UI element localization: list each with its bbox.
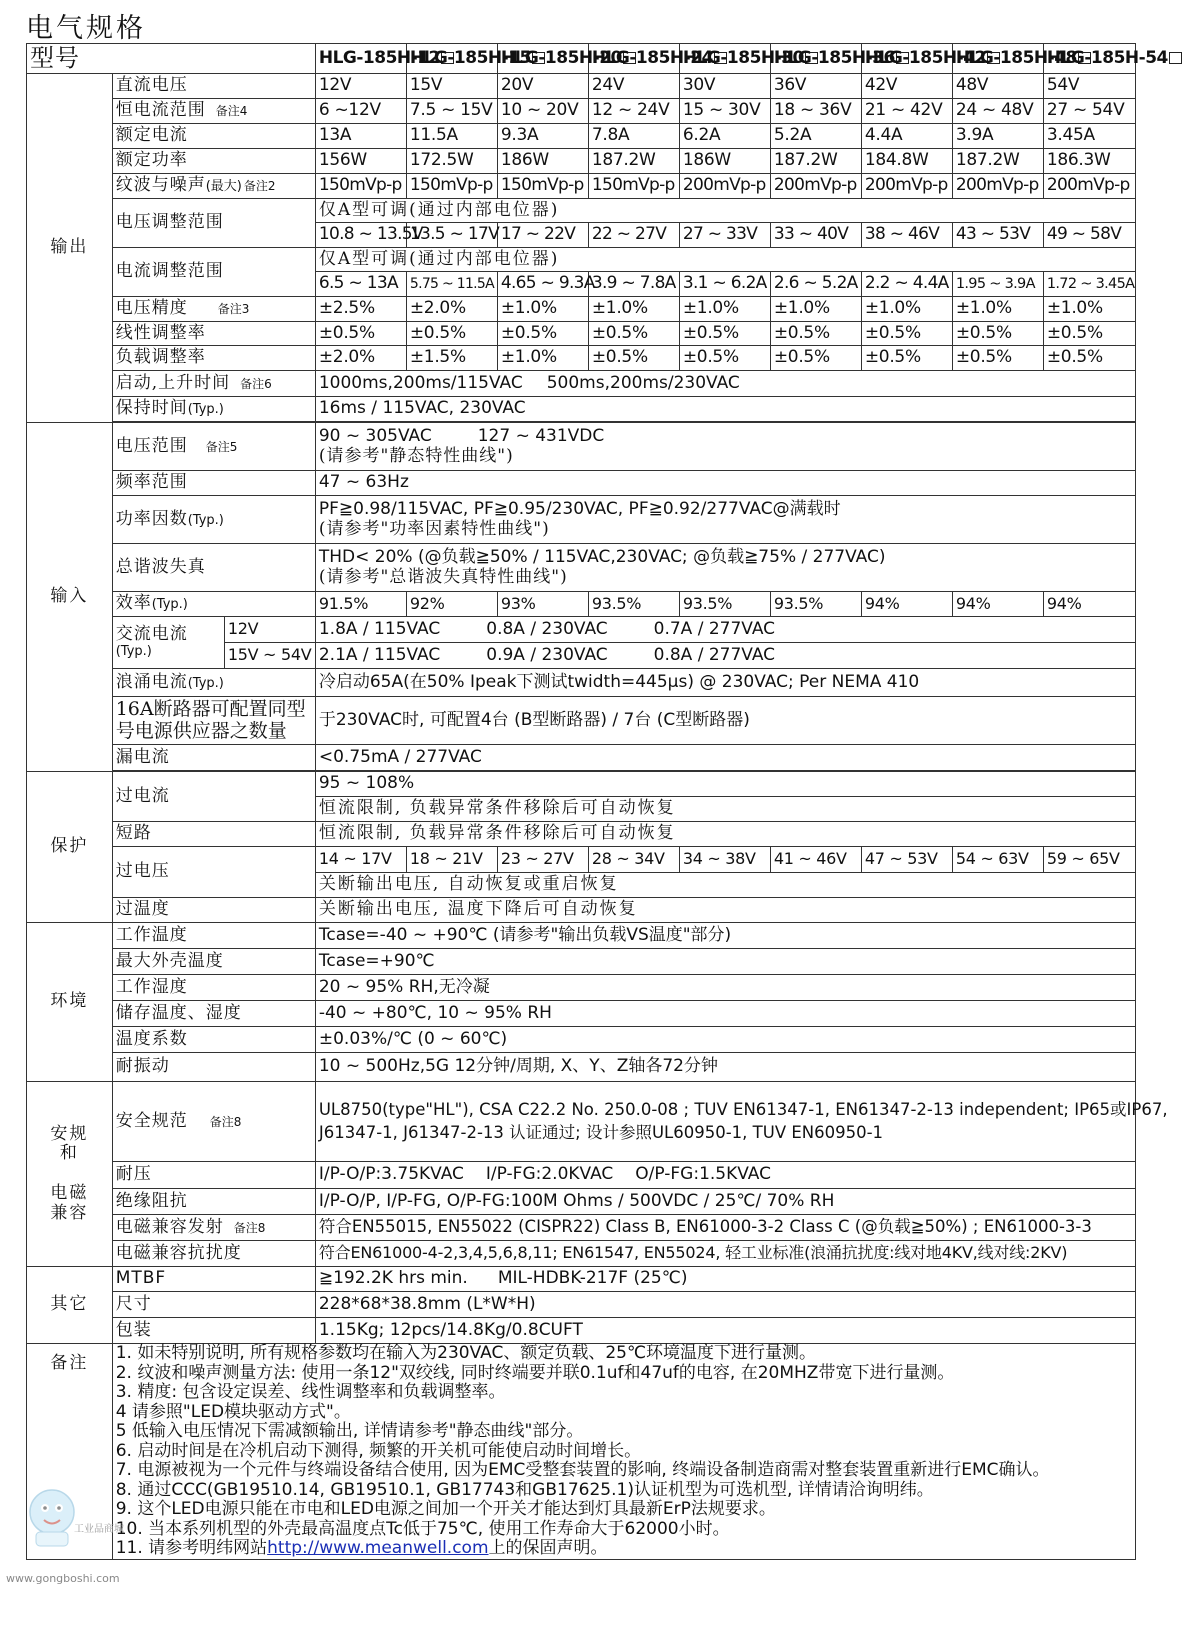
cell-value: 17 ~ 22V bbox=[497, 223, 588, 248]
row-packing bbox=[27, 1318, 1136, 1344]
cell-value: 20V bbox=[497, 74, 588, 99]
model-name: HLG-185H-30 bbox=[679, 44, 770, 74]
vibration-value: 10 ~ 500Hz,5G 12分钟/周期, X、Y、Z轴各72分钟 bbox=[315, 1053, 1135, 1082]
model-name: HLG-185H-12 bbox=[315, 44, 406, 74]
ac-current-model-15-54v: 15V ~ 54V bbox=[224, 643, 315, 669]
over-voltage-remark: 关断输出电压, 自动恢复或重启恢复 bbox=[315, 873, 1135, 898]
cell-value: 200mVp-p bbox=[770, 174, 861, 199]
cell-value: 24 ~ 48V bbox=[952, 99, 1043, 124]
label-overload: 过电流 bbox=[112, 772, 315, 822]
cell-value: 3.9A bbox=[952, 124, 1043, 149]
power-factor-value: PF≧0.98/115VAC, PF≧0.95/230VAC, PF≧0.92/277VAC@满载时 (请参考"功率因素特性曲线") bbox=[315, 496, 1135, 544]
cell-value: 2.6 ~ 5.2A bbox=[770, 272, 861, 297]
label-voltage-adj: 电压调整范围 bbox=[112, 199, 315, 248]
cell-value: 27 ~ 33V bbox=[679, 223, 770, 248]
model-name: HLG-185H-36 bbox=[770, 44, 861, 74]
watermark-logo-icon bbox=[14, 1472, 104, 1562]
note-item: 10. 当本系列机型的外壳最高温度点Tc低于75℃, 使用工作寿命大于62000小时。 bbox=[115, 1518, 730, 1539]
page-title: 电气规格 bbox=[26, 13, 146, 44]
model-row bbox=[27, 44, 1136, 74]
cell-value: 186W bbox=[497, 149, 588, 174]
watermark-url: www.gongboshi.com bbox=[6, 1572, 120, 1585]
cell-value: 172.5W bbox=[406, 149, 497, 174]
cell-value: 22 ~ 27V bbox=[588, 223, 679, 248]
cell-value: ±1.0% bbox=[497, 346, 588, 371]
cell-value: ±2.0% bbox=[315, 346, 406, 371]
cell-value: 187.2W bbox=[952, 149, 1043, 174]
cell-value: ±0.5% bbox=[679, 322, 770, 346]
label-power-factor: 功率因数(Typ.) bbox=[112, 496, 315, 544]
note-item: 7. 电源被视为一个元件与终端设备结合使用, 因为EMC受整套装置的影响, 终端设备制造商需对整套装置重新进行EMC确认。 bbox=[115, 1460, 1050, 1481]
working-humidity-value: 20 ~ 95% RH,无冷凝 bbox=[315, 975, 1135, 1001]
cell-value: ±0.5% bbox=[861, 322, 952, 346]
cell-value: 28 ~ 34V bbox=[588, 847, 679, 873]
cell-value: 200mVp-p bbox=[861, 174, 952, 199]
cell-value: 18 ~ 36V bbox=[770, 99, 861, 124]
cell-value: 27 ~ 54V bbox=[1043, 99, 1135, 124]
cell-value: 4.4A bbox=[861, 124, 952, 149]
storage-value: -40 ~ +80℃, 10 ~ 95% RH bbox=[315, 1001, 1135, 1027]
cell-value: 43 ~ 53V bbox=[952, 223, 1043, 248]
cell-value: 187.2W bbox=[770, 149, 861, 174]
row-mtbf bbox=[27, 1267, 1136, 1292]
overload-remark: 恒流限制, 负载异常条件移除后可自动恢复 bbox=[315, 797, 1135, 822]
label-packing: 包装 bbox=[112, 1318, 315, 1344]
cell-value: 200mVp-p bbox=[952, 174, 1043, 199]
cell-value: 14 ~ 17V bbox=[315, 847, 406, 873]
label-working-humidity: 工作湿度 bbox=[112, 975, 315, 1001]
safety-standards-value: UL8750(type"HL"), CSA C22.2 No. 250.0-08 ; TUV EN61347-1, EN61347-2-13 independent; IP65或IP67, J61347-1, J61347-2-13 认证通过; 设计参照UL60950-1, TUV EN60950-1 bbox=[315, 1082, 1135, 1162]
cell-value: 12 ~ 24V bbox=[588, 99, 679, 124]
cell-value: ±0.5% bbox=[1043, 322, 1135, 346]
ac-current-model-12v: 12V bbox=[224, 617, 315, 643]
model-name: HLG-185H-42 bbox=[861, 44, 952, 74]
overload-value: 95 ~ 108% bbox=[315, 772, 1135, 797]
label-vibration: 耐振动 bbox=[112, 1053, 315, 1082]
cell-value: 49 ~ 58V bbox=[1043, 223, 1135, 248]
label-line-reg: 线性调整率 bbox=[112, 322, 315, 346]
cell-value: 41 ~ 46V bbox=[770, 847, 861, 873]
setup-rise-value: 1000ms,200ms/115VAC 500ms,200ms/230VAC bbox=[315, 371, 1135, 397]
note-item: 8. 通过CCC(GB19510.14, GB19510.1, GB17743和GB17625.1)认证机型为可选机型, 详情请洽询明纬。 bbox=[115, 1479, 934, 1500]
cell-value: 48V bbox=[952, 74, 1043, 99]
label-rated-current: 额定电流 bbox=[112, 124, 315, 149]
category-input: 输入 bbox=[27, 423, 113, 772]
row-rated-current bbox=[27, 124, 1136, 149]
breaker-value: 于230VAC时, 可配置4台 (B型断路器) / 7台 (C型断路器) bbox=[315, 697, 1135, 745]
temp-coeff-value: ±0.03%/℃ (0 ~ 60℃) bbox=[315, 1027, 1135, 1053]
cell-value: 42V bbox=[861, 74, 952, 99]
label-storage: 储存温度、湿度 bbox=[112, 1001, 315, 1027]
row-over-voltage bbox=[27, 847, 1136, 873]
label-cc-range: 恒电流范围 备注4 bbox=[112, 99, 315, 124]
cell-value: 36V bbox=[770, 74, 861, 99]
ac-current-15-54v-value: 2.1A / 115VAC 0.9A / 230VAC 0.8A / 277VAC bbox=[315, 643, 1135, 669]
row-vibration bbox=[27, 1053, 1136, 1082]
cell-value: ±0.5% bbox=[952, 322, 1043, 346]
row-load-reg bbox=[27, 346, 1136, 371]
row-hold-up bbox=[27, 397, 1136, 422]
row-short bbox=[27, 822, 1136, 847]
label-load-reg: 负载调整率 bbox=[112, 346, 315, 371]
row-cc-range bbox=[27, 99, 1136, 124]
row-ac-current-12v bbox=[27, 617, 1136, 643]
label-isolation: 绝缘阻抗 bbox=[112, 1189, 315, 1215]
dimension-value: 228*68*38.8mm (L*W*H) bbox=[315, 1292, 1135, 1318]
cell-value: 150mVp-p bbox=[588, 174, 679, 199]
short-value: 恒流限制, 负载异常条件移除后可自动恢复 bbox=[315, 822, 1135, 847]
max-case-temp-value: Tcase=+90℃ bbox=[315, 949, 1135, 975]
category-output: 输出 bbox=[27, 74, 113, 423]
cell-value: 6 ~12V bbox=[315, 99, 406, 124]
emc-immunity-value: 符合EN61000-4-2,3,4,5,6,8,11; EN61547, EN55024, 轻工业标准(浪涌抗扰度:线对地4KV,线对线:2KV) bbox=[315, 1241, 1135, 1267]
cell-value: 34 ~ 38V bbox=[679, 847, 770, 873]
note-item: 3. 精度: 包含设定误差、线性调整率和负载调整率。 bbox=[115, 1382, 506, 1403]
cell-value: 150mVp-p bbox=[497, 174, 588, 199]
label-emc-immunity: 电磁兼容抗扰度 bbox=[112, 1241, 315, 1267]
row-efficiency bbox=[27, 592, 1136, 617]
label-short: 短路 bbox=[112, 822, 315, 847]
cell-value: 156W bbox=[315, 149, 406, 174]
cell-value: 91.5% bbox=[315, 592, 406, 617]
cell-value: 186W bbox=[679, 149, 770, 174]
row-notes bbox=[27, 1344, 1136, 1560]
cell-value: 15 ~ 30V bbox=[679, 99, 770, 124]
cell-value: ±0.5% bbox=[588, 322, 679, 346]
cell-value: ±0.5% bbox=[679, 346, 770, 371]
model-name: HLG-185H-54 bbox=[1043, 44, 1135, 74]
label-thd: 总谐波失真 bbox=[112, 544, 315, 592]
row-freq-range bbox=[27, 471, 1136, 496]
row-safety-standards bbox=[27, 1082, 1136, 1162]
cell-value: 2.2 ~ 4.4A bbox=[861, 272, 952, 297]
category-notes: 备注 bbox=[27, 1344, 113, 1560]
row-line-reg bbox=[27, 322, 1136, 346]
model-name: HLG-185H-15 bbox=[406, 44, 497, 74]
over-temp-value: 关断输出电压, 温度下降后可自动恢复 bbox=[315, 898, 1135, 923]
label-efficiency: 效率(Typ.) bbox=[112, 592, 315, 617]
cell-value: ±0.5% bbox=[861, 346, 952, 371]
label-over-voltage: 过电压 bbox=[112, 847, 315, 898]
label-leakage: 漏电流 bbox=[112, 745, 315, 771]
cell-value: 18 ~ 21V bbox=[406, 847, 497, 873]
cell-value: 93.5% bbox=[770, 592, 861, 617]
cell-value: 11.5A bbox=[406, 124, 497, 149]
cell-value: 93.5% bbox=[679, 592, 770, 617]
thd-value: THD< 20% (@负载≧50% / 115VAC,230VAC; @负载≧75% / 277VAC) (请参考"总谐波失真特性曲线") bbox=[315, 544, 1135, 592]
cell-value: 9.3A bbox=[497, 124, 588, 149]
cell-value: ±1.0% bbox=[952, 297, 1043, 322]
cell-value: 38 ~ 46V bbox=[861, 223, 952, 248]
note-item: 1. 如未特别说明, 所有规格参数均在输入为230VAC、额定负载、25℃环境温度下进行量测。 bbox=[115, 1343, 817, 1363]
voltage-adj-remark: 仅A型可调(通过内部电位器) bbox=[315, 199, 1135, 223]
cell-value: 1.95 ~ 3.9A bbox=[952, 272, 1043, 297]
cell-value: 3.45A bbox=[1043, 124, 1135, 149]
cell-value: ±1.5% bbox=[406, 346, 497, 371]
cell-value: ±0.5% bbox=[497, 322, 588, 346]
cell-value: 12V bbox=[315, 74, 406, 99]
cell-value: 3.9 ~ 7.8A bbox=[588, 272, 679, 297]
row-rated-power bbox=[27, 149, 1136, 174]
row-current-adj-remark bbox=[27, 248, 1136, 272]
cell-value: ±2.0% bbox=[406, 297, 497, 322]
ac-current-12v-value: 1.8A / 115VAC 0.8A / 230VAC 0.7A / 277VAC bbox=[315, 617, 1135, 643]
note-item: 2. 纹波和噪声测量方法: 使用一条12"双绞线, 同时终端要并联0.1uf和47uf的电容, 在20MHZ带宽下进行量测。 bbox=[115, 1362, 955, 1383]
spec-table bbox=[26, 43, 1168, 1560]
cell-value: ±0.5% bbox=[406, 322, 497, 346]
label-current-adj: 电流调整范围 bbox=[112, 248, 315, 297]
isolation-value: I/P-O/P, I/P-FG, O/P-FG:100M Ohms / 500VDC / 25℃/ 70% RH bbox=[315, 1189, 1135, 1215]
row-ripple bbox=[27, 174, 1136, 199]
cell-value: 21 ~ 42V bbox=[861, 99, 952, 124]
cell-value: 200mVp-p bbox=[679, 174, 770, 199]
cell-value: ±0.5% bbox=[588, 346, 679, 371]
cell-value: 10.8 ~ 13.5V bbox=[315, 223, 406, 248]
label-dc-voltage: 直流电压 bbox=[112, 74, 315, 99]
label-dimension: 尺寸 bbox=[112, 1292, 315, 1318]
current-adj-remark: 仅A型可调(通过内部电位器) bbox=[315, 248, 1135, 272]
cell-value: 1.72 ~ 3.45A bbox=[1043, 272, 1135, 297]
meanwell-link[interactable]: http://www.meanwell.com bbox=[267, 1538, 489, 1559]
row-working-temp bbox=[27, 923, 1136, 949]
label-input-voltage: 电压范围 备注5 bbox=[112, 423, 315, 471]
hold-up-value: 16ms / 115VAC, 230VAC bbox=[315, 397, 1135, 422]
cell-value: 47 ~ 53V bbox=[861, 847, 952, 873]
label-inrush: 浪涌电流(Typ.) bbox=[112, 669, 315, 697]
note-item: 4 请参照"LED模块驱动方式"。 bbox=[115, 1401, 351, 1422]
category-protection: 保护 bbox=[27, 772, 113, 923]
cell-value: 23 ~ 27V bbox=[497, 847, 588, 873]
label-over-temp: 过温度 bbox=[112, 898, 315, 923]
cell-value: 186.3W bbox=[1043, 149, 1135, 174]
row-emc-emission bbox=[27, 1215, 1136, 1241]
withstand-value: I/P-O/P:3.75KVAC I/P-FG:2.0KVAC O/P-FG:1.5KVAC bbox=[315, 1162, 1135, 1189]
note-item: 9. 这个LED电源只能在市电和LED电源之间加一个开关才能达到灯具最新ErP法规要求。 bbox=[115, 1499, 776, 1520]
note-item: 5 低输入电压情况下需减额输出, 详情请参考"静态曲线"部分。 bbox=[115, 1421, 584, 1442]
label-withstand: 耐压 bbox=[112, 1162, 315, 1189]
row-input-voltage bbox=[27, 423, 1136, 471]
cell-value: 150mVp-p bbox=[315, 174, 406, 199]
option-checkbox bbox=[1169, 52, 1182, 64]
category-environment: 环境 bbox=[27, 923, 113, 1082]
row-voltage-tol bbox=[27, 297, 1136, 322]
row-inrush bbox=[27, 669, 1136, 697]
row-leakage bbox=[27, 745, 1136, 771]
cell-value: 4.65 ~ 9.3A bbox=[497, 272, 588, 297]
label-hold-up: 保持时间(Typ.) bbox=[112, 397, 315, 422]
cell-value: 93% bbox=[497, 592, 588, 617]
cell-value: ±1.0% bbox=[1043, 297, 1135, 322]
cell-value: ±0.5% bbox=[770, 322, 861, 346]
label-voltage-tol: 电压精度 备注3 bbox=[112, 297, 315, 322]
row-dc-voltage bbox=[27, 74, 1136, 99]
cell-value: ±1.0% bbox=[497, 297, 588, 322]
label-setup-rise: 启动,上升时间 备注6 bbox=[112, 371, 315, 397]
cell-value: ±1.0% bbox=[588, 297, 679, 322]
cell-value: ±2.5% bbox=[315, 297, 406, 322]
cell-value: 184.8W bbox=[861, 149, 952, 174]
cell-value: 59 ~ 65V bbox=[1043, 847, 1135, 873]
row-over-temp bbox=[27, 898, 1136, 923]
cell-value: ±1.0% bbox=[861, 297, 952, 322]
cell-value: 94% bbox=[952, 592, 1043, 617]
note-item: 6. 启动时间是在冷机启动下测得, 频繁的开关机可能使启动时间增长。 bbox=[115, 1440, 642, 1461]
cell-value: ±1.0% bbox=[770, 297, 861, 322]
freq-range-value: 47 ~ 63Hz bbox=[315, 471, 1135, 496]
cell-value: 6.2A bbox=[679, 124, 770, 149]
working-temp-value: Tcase=-40 ~ +90℃ (请参考"输出负载VS温度"部分) bbox=[315, 923, 1135, 949]
row-dimension bbox=[27, 1292, 1136, 1318]
note-item: 11. 请参考明纬网站http://www.meanwell.com上的保固声明。 bbox=[115, 1538, 608, 1559]
cell-value: 54 ~ 63V bbox=[952, 847, 1043, 873]
cell-value: ±1.0% bbox=[679, 297, 770, 322]
row-emc-immunity bbox=[27, 1241, 1136, 1267]
cell-value: 150mVp-p bbox=[406, 174, 497, 199]
row-thd bbox=[27, 544, 1136, 592]
inrush-value: 冷启动65A(在50% Ipeak下测试twidth=445μs) @ 230VAC; Per NEMA 410 bbox=[315, 669, 1135, 697]
model-name: HLG-185H-20 bbox=[497, 44, 588, 74]
cell-value: 5.75 ~ 11.5A bbox=[406, 272, 497, 297]
label-emc-emission: 电磁兼容发射 备注8 bbox=[112, 1215, 315, 1241]
input-voltage-value: 90 ~ 305VAC 127 ~ 431VDC (请参考"静态特性曲线") bbox=[315, 423, 1135, 471]
leakage-value: <0.75mA / 277VAC bbox=[315, 745, 1135, 771]
row-max-case-temp bbox=[27, 949, 1136, 975]
cell-value: 187.2W bbox=[588, 149, 679, 174]
packing-value: 1.15Kg; 12pcs/14.8Kg/0.8CUFT bbox=[315, 1318, 1135, 1344]
notes-list bbox=[112, 1344, 1135, 1560]
model-label: 型号 bbox=[27, 44, 316, 74]
cell-value: 5.2A bbox=[770, 124, 861, 149]
row-power-factor bbox=[27, 496, 1136, 544]
label-working-temp: 工作温度 bbox=[112, 923, 315, 949]
label-temp-coeff: 温度系数 bbox=[112, 1027, 315, 1053]
label-rated-power: 额定功率 bbox=[112, 149, 315, 174]
cell-value: 6.5 ~ 13A bbox=[315, 272, 406, 297]
model-name: HLG-185H-24 bbox=[588, 44, 679, 74]
row-isolation bbox=[27, 1189, 1136, 1215]
cell-value: 200mVp-p bbox=[1043, 174, 1135, 199]
label-ac-current: 交流电流 (Typ.) bbox=[112, 617, 224, 669]
label-freq-range: 频率范围 bbox=[112, 471, 315, 496]
cell-value: ±0.5% bbox=[770, 346, 861, 371]
cell-value: 13A bbox=[315, 124, 406, 149]
model-name: HLG-185H-48 bbox=[952, 44, 1043, 74]
cell-value: 93.5% bbox=[588, 592, 679, 617]
emc-emission-value: 符合EN55015, EN55022 (CISPR22) Class B, EN61000-3-2 Class C (@负载≧50%) ; EN61000-3-3 bbox=[315, 1215, 1135, 1241]
mtbf-value: ≧192.2K hrs min. MIL-HDBK-217F (25℃) bbox=[315, 1267, 1135, 1292]
cell-value: ±0.5% bbox=[315, 322, 406, 346]
cell-value: 15V bbox=[406, 74, 497, 99]
label-breaker: 16A断路器可配置同型 号电源供应器之数量 bbox=[112, 697, 315, 745]
category-safety-emc: 安规 和 电磁 兼容 bbox=[27, 1082, 113, 1267]
label-ripple: 纹波与噪声(最大) 备注2 bbox=[112, 174, 315, 199]
row-storage bbox=[27, 1001, 1136, 1027]
cell-value: 7.5 ~ 15V bbox=[406, 99, 497, 124]
row-overload bbox=[27, 772, 1136, 797]
category-others: 其它 bbox=[27, 1267, 113, 1344]
cell-value: 10 ~ 20V bbox=[497, 99, 588, 124]
cell-value: 33 ~ 40V bbox=[770, 223, 861, 248]
label-mtbf: MTBF bbox=[112, 1267, 315, 1292]
row-breaker bbox=[27, 697, 1136, 745]
cell-value: 7.8A bbox=[588, 124, 679, 149]
cell-value: 24V bbox=[588, 74, 679, 99]
cell-value: ±0.5% bbox=[1043, 346, 1135, 371]
row-temp-coeff bbox=[27, 1027, 1136, 1053]
cell-value: 13.5 ~ 17V bbox=[406, 223, 497, 248]
cell-value: 94% bbox=[1043, 592, 1135, 617]
cell-value: 94% bbox=[861, 592, 952, 617]
cell-value: ±0.5% bbox=[952, 346, 1043, 371]
label-safety-standards: 安全规范 备注8 bbox=[112, 1082, 315, 1162]
row-working-humidity bbox=[27, 975, 1136, 1001]
row-setup-rise bbox=[27, 371, 1136, 397]
cell-value: 30V bbox=[679, 74, 770, 99]
watermark-text: 工业品商城 bbox=[74, 1524, 124, 1535]
label-max-case-temp: 最大外壳温度 bbox=[112, 949, 315, 975]
cell-value: 92% bbox=[406, 592, 497, 617]
row-voltage-adj-remark bbox=[27, 199, 1136, 223]
cell-value: 54V bbox=[1043, 74, 1135, 99]
row-withstand bbox=[27, 1162, 1136, 1189]
cell-value: 3.1 ~ 6.2A bbox=[679, 272, 770, 297]
